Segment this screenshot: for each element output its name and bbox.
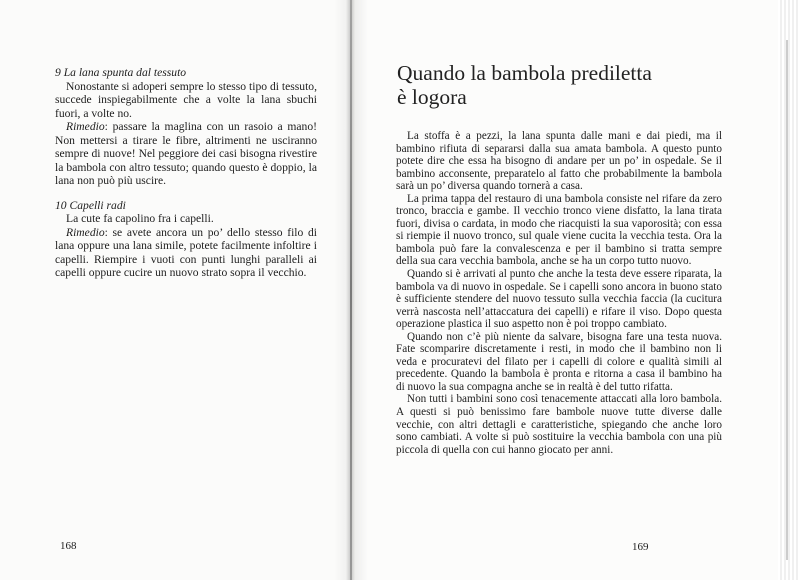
page-edge-line — [786, 40, 788, 560]
chapter-title — [397, 62, 717, 109]
section-9 — [55, 66, 317, 188]
remedy-label: Rimedio — [66, 120, 105, 133]
right-page-text — [396, 130, 722, 456]
paragraph — [55, 212, 317, 226]
paragraph-text: : passare la maglina con un rasoio a mano! Non mettersi a tirare le fibre, altrimenti ne usciranno sempre di nuove! Nel peggiore dei casi bisogna rivestire la bambola con altro tessuto; quando questo è doppio, la lana non può più uscire. — [55, 120, 317, 187]
paragraph: Quando si è arrivati al punto che anche la testa deve essere riparata, la bambola va di nuovo in ospedale. Se i capelli sono ancora in buono stato è sufficiente stendere del nuovo tessuto sulla vecchia faccia (la cucitura verrà nascosta nell’attaccatura dei capelli) e rifare il viso. Dopo questa operazione plastica il suo aspetto non è poi troppo cambiato. — [396, 268, 722, 331]
paragraph — [55, 80, 317, 121]
paragraph-text: : se avete ancora un po’ dello stesso filo di lana oppure una lana simile, potete facilmente infoltire i capelli. Riempire i vuoti con punti lunghi paralleli ai capelli oppure cucire un nuovo strato sopra il vecchio. — [55, 225, 317, 279]
paragraph-text: La cute fa capolino fra i capelli. — [66, 212, 214, 225]
section-10 — [55, 199, 317, 280]
page-edges — [778, 0, 800, 580]
section-title: 9 La lana spunta dal tessuto — [55, 66, 187, 79]
paragraph: La prima tappa del restauro di una bambola consiste nel rifare da zero tronco, braccia e gambe. Il vecchio tronco viene disfatto, la lana tirata fuori, divisa o cardata, in modo che riacquisti la sua vaporosità; con essa si riempie il nuovo tronco, sul quale viene cucita la vecchia testa. Ora la bambola può fare la convalescenza e per il bambino si tratta sempre della sua cara vecchia bambola, anche se ha un corpo tutto nuovo. — [396, 192, 722, 268]
paragraph — [55, 226, 317, 280]
page-number-left: 168 — [60, 540, 77, 552]
paragraph: La stoffa è a pezzi, la lana spunta dalle mani e dai piedi, ma il bambino rifiuta di separarsi dalla sua amata bambola. A questo punto potete dire che essa ha bisogno di andare per un po’ in ospedale. Se il bambino acconsente, preparatelo al fatto che probabilmente la bambola sarà un po’ diversa quando tornerà a casa. — [396, 130, 722, 193]
chapter-title-line-1: Quando la bambola prediletta — [397, 61, 652, 85]
remedy-label: Rimedio — [66, 225, 105, 239]
chapter-title-line-2: è logora — [397, 84, 467, 109]
section-title: 10 Capelli radi — [55, 198, 126, 212]
page-number-right: 169 — [632, 541, 649, 553]
left-page-text — [55, 66, 317, 291]
paragraph: Quando non c’è più niente da salvare, bisogna fare una testa nuova. Fate scomparire discretamente i resti, in modo che il bambino non li veda e procuratevi del filato per i capelli di colore e qualità simili al precedente. Quando la bambola è pronta e ritorna a casa il bambino ha di nuovo la sua compagna anche se in realtà è del tutto rifatta. — [396, 330, 722, 393]
paragraph — [55, 120, 317, 188]
paragraph-text: Nonostante si adoperi sempre lo stesso tipo di tessuto, succede inspiegabilmente che a volte la lana sbuchi fuori, a volte no. — [55, 79, 317, 120]
paragraph: Non tutti i bambini sono così tenacemente attaccati alla loro bambola. A questi si può benissimo fare bambole nuove tutte diverse dalle vecchie, con altri dettagli e caratteristiche, spiegando che anche loro sono cambiati. A volte si può sostituire la vecchia bambola con una più piccola di quella con cui hanno giocato per anni. — [396, 393, 722, 456]
book-gutter — [350, 0, 352, 580]
